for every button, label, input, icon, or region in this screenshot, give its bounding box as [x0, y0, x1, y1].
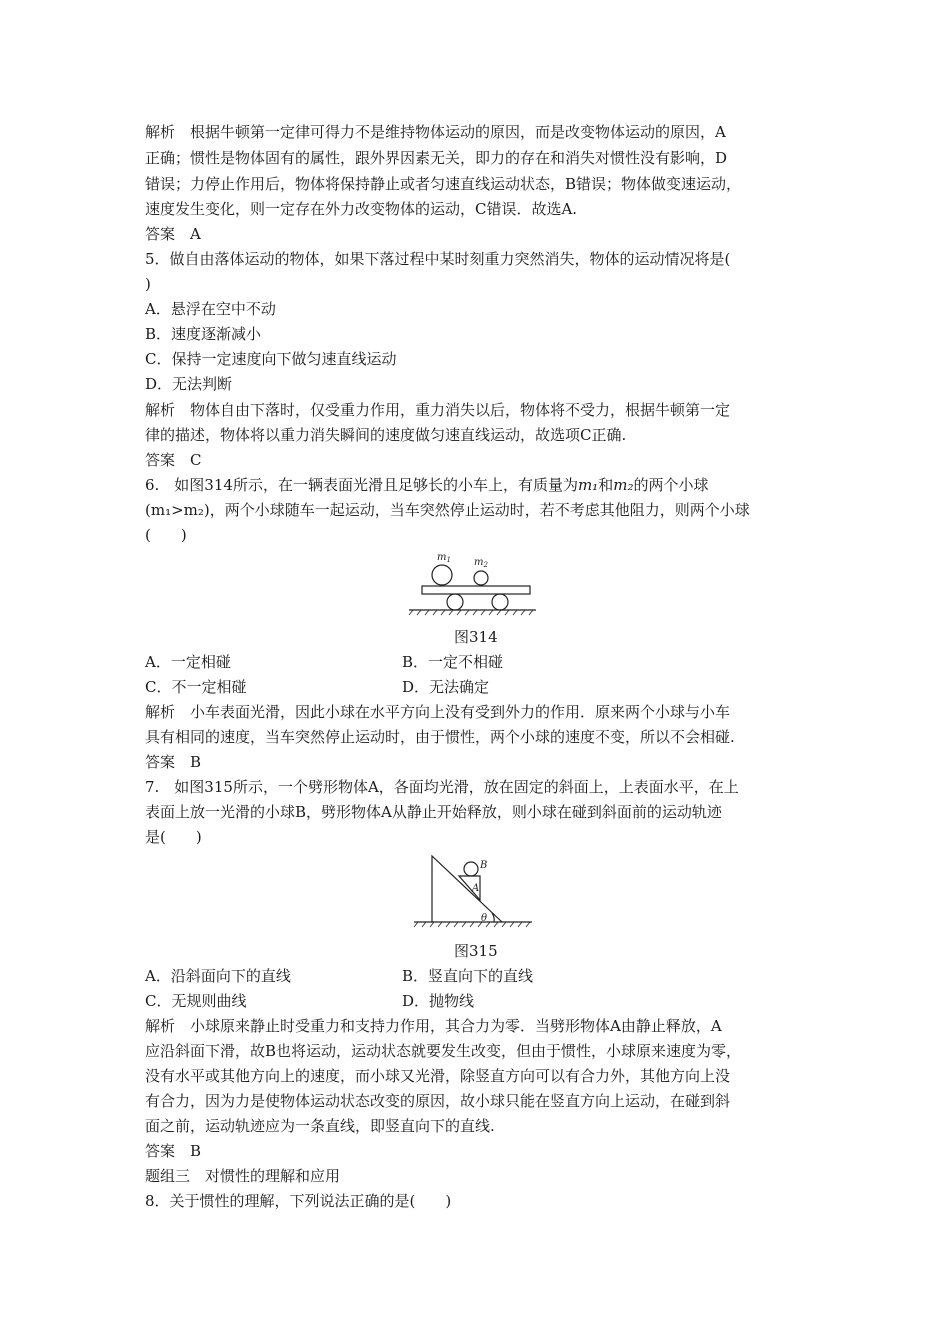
q5-stem-line-2: ): [145, 275, 151, 293]
ball-m2: [474, 571, 488, 585]
q7-analysis-line-5: 面之前，运动轨迹应为一条直线，即竖直向下的直线.: [145, 1117, 495, 1135]
q7-stem-line-1: 7. 如图315所示，一个劈形物体A，各面均光滑，放在固定的斜面上，上表面水平，在上: [145, 778, 739, 796]
q6-stem-text-b: 和: [598, 476, 614, 494]
figure-314-caption: 图314: [454, 628, 498, 646]
q4-analysis-line-3: 错误；力停止作用后，物体将保持静止或者匀速直线运动状态，B错误；物体做变速运动，: [145, 175, 742, 193]
cart-wheel-left: [447, 594, 463, 610]
q5-answer: 答案 C: [145, 451, 202, 469]
label-a: A: [472, 883, 480, 894]
q6-stem-line-3: ( ): [145, 526, 187, 544]
q5-option-b: B．速度逐渐减小: [145, 325, 262, 343]
q7-option-d: D．抛物线: [402, 992, 475, 1010]
q5-stem-line-1: 5．做自由落体运动的物体，如果下落过程中某时刻重力突然消失，物体的运动情况将是(: [145, 250, 731, 268]
cart-wheel-right: [492, 594, 508, 610]
q7-option-b: B．竖直向下的直线: [402, 967, 534, 985]
q6-stem-line-2: (m₁>m₂)，两个小球随车一起运动，当车突然停止运动时，若不考虑其他阻力，则两个小球: [145, 501, 750, 519]
group-3-heading: 题组三 对惯性的理解和应用: [145, 1167, 341, 1185]
q7-stem-line-2: 表面上放一光滑的小球B，劈形物体A从静止开始释放，则小球在碰到斜面前的运动轨迹: [145, 803, 722, 821]
figure-315-incline-diagram: [408, 850, 538, 932]
ball-b: [464, 862, 478, 876]
q6-stem-text-c: 的两个小球: [633, 476, 709, 494]
q7-analysis-line-1: 解析 小球原来静止时受重力和支持力作用，其合力为零．当劈形物体A由静止释放，A: [145, 1017, 722, 1035]
figure-314-cart-diagram: [405, 548, 540, 616]
q4-analysis-line-1: 解析 根据牛顿第一定律可得力不是维持物体运动的原因，而是改变物体运动的原因，A: [145, 123, 726, 141]
cart-body: [422, 586, 530, 594]
fixed-incline: [432, 856, 502, 922]
q6-mass-m2: m₂: [613, 476, 634, 494]
q6-analysis-line-1: 解析 小车表面光滑，因此小球在水平方向上没有受到外力的作用．原来两个小球与小车: [145, 703, 731, 721]
label-b: B: [480, 860, 488, 871]
q6-option-d: D．无法确定: [402, 678, 490, 696]
q6-option-a: A．一定相碰: [145, 653, 231, 671]
label-m1: $m_1$: [437, 552, 451, 564]
figure-315-caption: 图315: [454, 942, 498, 960]
q5-option-a: A．悬浮在空中不动: [145, 300, 276, 318]
label-m2: $m_2$: [474, 557, 488, 569]
q5-analysis-line-2: 律的描述，物体将以重力消失瞬间的速度做匀速直线运动，故选项C正确.: [145, 426, 627, 444]
ground-hatching: [414, 922, 530, 927]
q6-analysis-line-2: 具有相同的速度，当车突然停止运动时，由于惯性，两个小球的速度不变，所以不会相碰.: [145, 728, 735, 746]
q5-option-d: D．无法判断: [145, 375, 233, 393]
q4-analysis-line-4: 速度发生变化，则一定存在外力改变物体的运动，C错误．故选A.: [145, 200, 578, 218]
q6-stem-line-1: [145, 473, 708, 497]
q6-stem-text-a: 6. 如图314所示，在一辆表面光滑且足够长的小车上，有质量为: [145, 476, 578, 494]
ground-hatching: [409, 610, 533, 615]
q7-analysis-line-2: 应沿斜面下滑，故B也将运动，运动状态就要发生改变，但由于惯性，小球原来速度为零，: [145, 1042, 742, 1060]
q7-analysis-line-4: 有合力，因为力是使物体运动状态改变的原因，故小球只能在竖直方向上运动，在碰到斜: [145, 1092, 731, 1110]
q6-option-c: C．不一定相碰: [145, 678, 247, 696]
q7-stem-line-3: 是( ): [145, 828, 202, 846]
q5-analysis-line-1: 解析 物体自由下落时，仅受重力作用，重力消失以后，物体将不受力，根据牛顿第一定: [145, 401, 731, 419]
q8-stem: 8．关于惯性的理解，下列说法正确的是( ): [145, 1192, 452, 1210]
q4-answer: 答案 A: [145, 225, 201, 243]
q7-answer: 答案 B: [145, 1142, 202, 1160]
q7-option-a: A．沿斜面向下的直线: [145, 967, 291, 985]
q7-option-c: C．无规则曲线: [145, 992, 247, 1010]
q6-option-b: B．一定不相碰: [402, 653, 504, 671]
q5-option-c: C．保持一定速度向下做匀速直线运动: [145, 350, 397, 368]
ball-m1: [432, 565, 452, 585]
q6-answer: 答案 B: [145, 753, 202, 771]
q7-analysis-line-3: 没有水平或其他方向上的速度，而小球又光滑，除竖直方向可以有合力外，其他方向上没: [145, 1067, 731, 1085]
q6-mass-m1: m₁: [577, 476, 599, 494]
label-theta: θ: [481, 913, 488, 924]
q4-analysis-line-2: 正确；惯性是物体固有的属性，跟外界因素无关，即力的存在和消失对惯性没有影响，D: [145, 149, 728, 167]
